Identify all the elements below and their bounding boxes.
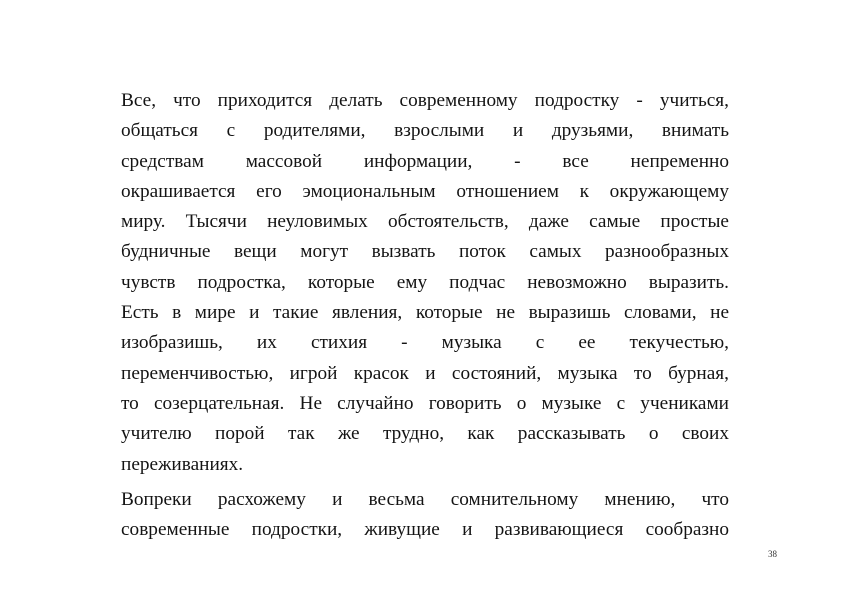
body-text	[121, 86, 729, 545]
text-line: общаться с родителями, взрослыми и друзьями, внимать	[121, 120, 729, 142]
page-number: 38	[768, 549, 777, 559]
text-line: переживаниях.	[121, 453, 244, 475]
text-line: миру. Тысячи неуловимых обстоятельств, даже самые простые	[121, 211, 729, 233]
text-line: Есть в мире и такие явления, которые не выразишь словами, не	[121, 302, 729, 324]
text-line: то созерцательная. Не случайно говорить о музыке с учениками	[121, 392, 729, 414]
text-line: чувств подростка, которые ему подчас невозможно выразить.	[121, 271, 729, 293]
text-line: окрашивается его эмоциональным отношением к окружающему	[121, 180, 729, 202]
text-line: средствам массовой информации, - все непременно	[121, 150, 729, 172]
text-line: учителю порой так же трудно, как рассказывать о своих	[121, 423, 729, 445]
text-line: Вопреки расхожему и весьма сомнительному мнению, что	[121, 488, 729, 510]
paragraph-2	[121, 485, 729, 546]
text-line: современные подростки, живущие и развивающиеся сообразно	[121, 519, 729, 541]
text-line: будничные вещи могут вызвать поток самых разнообразных	[121, 241, 729, 263]
text-line: переменчивостью, игрой красок и состояний, музыка то бурная,	[121, 362, 729, 384]
paragraph-1	[121, 86, 729, 480]
text-line: Все, что приходится делать современному подростку - учиться,	[121, 90, 729, 111]
text-line: изобразишь, их стихия - музыка с ее текучестью,	[121, 332, 729, 354]
